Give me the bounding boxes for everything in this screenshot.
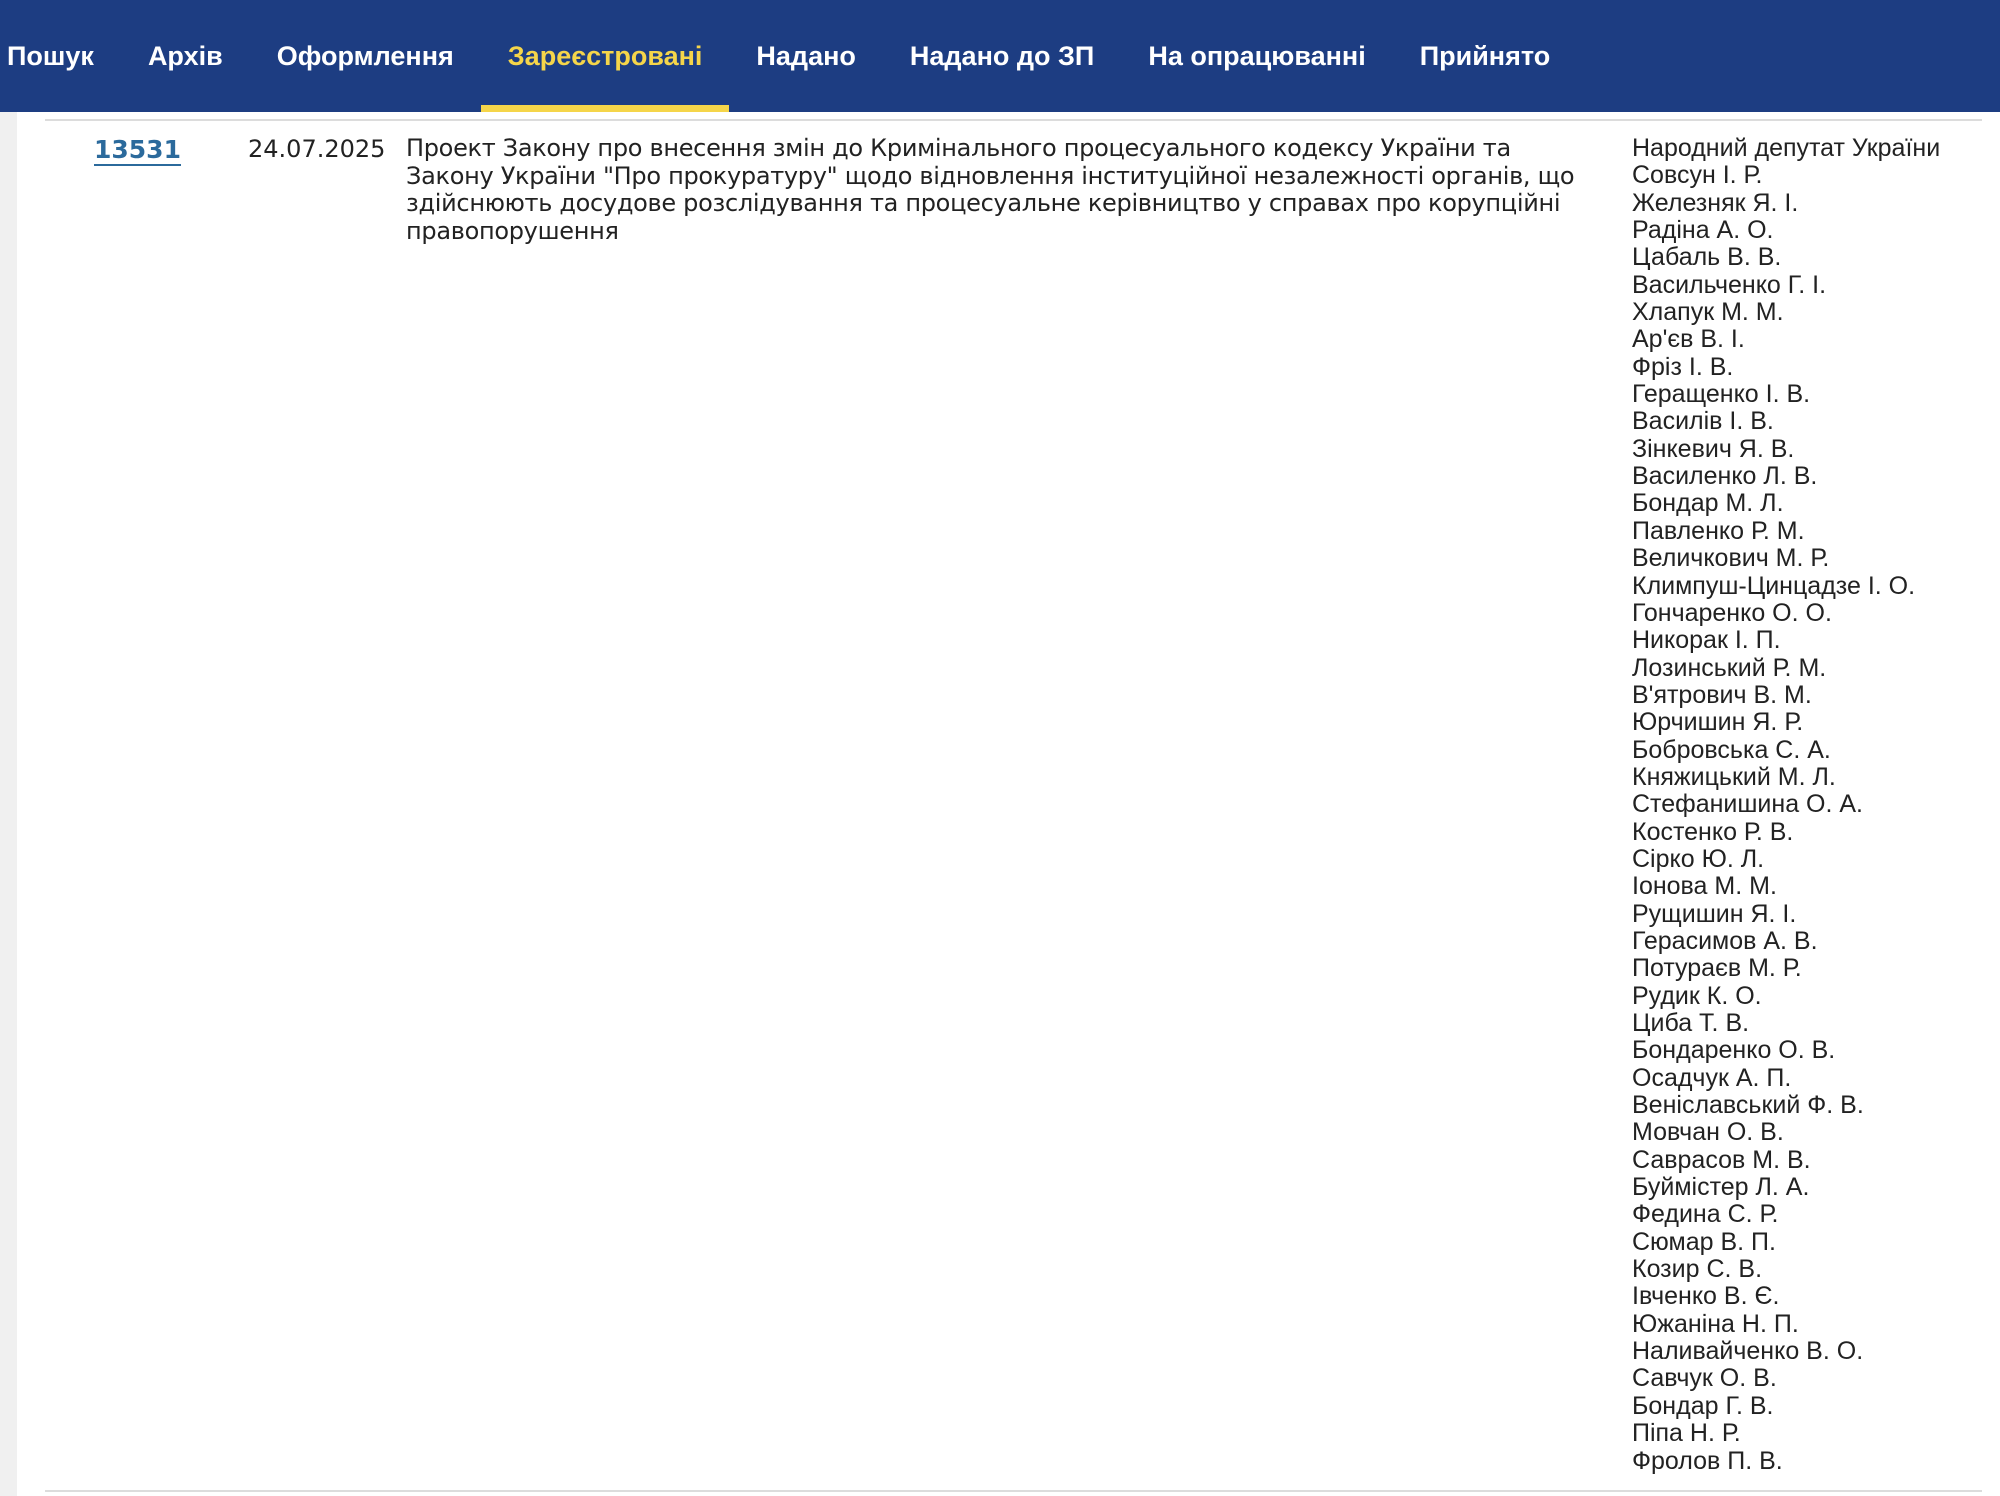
author-name: Радіна А. О. — [1632, 216, 1774, 245]
author-name: Наливайченко В. О. — [1632, 1337, 1864, 1366]
author-name: Циба Т. В. — [1632, 1009, 1750, 1037]
author-name: Цабаль В. В. — [1632, 243, 1782, 272]
tab-search[interactable]: Пошук — [7, 40, 94, 71]
author-name: Хлапук М. М. — [1632, 298, 1784, 327]
bill-number-link[interactable]: 13531 — [94, 135, 181, 164]
author-name: Герасимов А. В. — [1632, 926, 1818, 955]
author-name: Южаніна Н. П. — [1632, 1309, 1799, 1338]
tab-drafting[interactable]: Оформлення — [276, 40, 454, 71]
author-name: Веніславський Ф. В. — [1632, 1091, 1864, 1120]
author-name: Рудик К. О. — [1632, 981, 1762, 1010]
author-name: Костенко Р. В. — [1632, 817, 1794, 846]
bill-registration-date: 24.07.2025 — [248, 135, 386, 163]
tab-registered[interactable]: Зареєстровані — [481, 0, 730, 112]
author-name: Піпа Н. Р. — [1632, 1419, 1741, 1448]
author-name: Фріз І. В. — [1632, 352, 1734, 381]
author-name: Буймістер Л. А. — [1632, 1173, 1810, 1202]
author-name: Іонова М. М. — [1632, 872, 1777, 901]
author-name: Павленко Р. М. — [1632, 516, 1805, 545]
author-name: Геращенко І. В. — [1632, 380, 1811, 409]
author-name: Фролов П. В. — [1632, 1446, 1783, 1475]
bill-title: Проект Закону про внесення змін до Кримінального процесуального кодексу України та Закону України "Про прокуратуру" щодо відновлення інституційної незалежності органів, що здійснюють досудове розслідування та процесуальне керівництво у справах про корупційні правопорушення — [406, 134, 1575, 245]
row-divider — [45, 1490, 1982, 1492]
bills-list — [17, 112, 2000, 1496]
authors-heading: Народний депутат України — [1632, 134, 1941, 162]
author-name: Федина С. Р. — [1632, 1200, 1779, 1229]
author-name: Бобровська С. А. — [1632, 735, 1831, 764]
author-name: Козир С. В. — [1632, 1255, 1763, 1284]
author-name: Потураєв М. Р. — [1632, 954, 1802, 983]
author-name: Сірко Ю. Л. — [1632, 844, 1765, 873]
author-name: Железняк Я. І. — [1632, 188, 1799, 217]
author-name: В'ятрович В. М. — [1632, 680, 1812, 709]
author-name: Васильченко Г. І. — [1632, 270, 1827, 299]
author-name: Княжицький М. Л. — [1632, 762, 1836, 791]
author-name: Зінкевич Я. В. — [1632, 434, 1795, 463]
bill-authors-list — [1632, 135, 1992, 1475]
author-name: Совсун І. Р. — [1632, 161, 1763, 190]
author-name: Сюмар В. П. — [1632, 1227, 1776, 1256]
author-name: Рущишин Я. І. — [1632, 899, 1797, 928]
author-name: Бондар Г. В. — [1632, 1391, 1774, 1420]
author-name: Мовчан О. В. — [1632, 1118, 1784, 1147]
author-name: Івченко В. Є. — [1632, 1282, 1780, 1311]
main-navigation — [0, 0, 2000, 112]
author-name: Никорак І. П. — [1632, 626, 1781, 655]
author-name: Саврасов М. В. — [1632, 1145, 1811, 1174]
author-name: Лозинський Р. М. — [1632, 653, 1827, 682]
author-name: Юрчишин Я. Р. — [1632, 708, 1804, 737]
author-name: Ар'єв В. І. — [1632, 325, 1745, 354]
row-divider — [45, 119, 1982, 121]
tab-submitted[interactable]: Надано — [756, 40, 856, 71]
author-name: Стефанишина О. А. — [1632, 790, 1864, 819]
tab-adopted[interactable]: Прийнято — [1419, 40, 1551, 71]
author-name: Бондаренко О. В. — [1632, 1036, 1836, 1065]
tab-submitted-to-zp[interactable]: Надано до ЗП — [909, 40, 1095, 71]
author-name: Савчук О. В. — [1632, 1364, 1777, 1393]
author-name: Бондар М. Л. — [1632, 489, 1784, 518]
tab-in-processing[interactable]: На опрацюванні — [1148, 40, 1366, 71]
author-name: Климпуш-Цинцадзе І. О. — [1632, 571, 1916, 600]
author-name: Василів І. В. — [1632, 407, 1774, 436]
author-name: Гончаренко О. О. — [1632, 598, 1832, 627]
tab-archive[interactable]: Архів — [147, 40, 223, 71]
author-name: Величкович М. Р. — [1632, 544, 1830, 573]
author-name: Осадчук А. П. — [1632, 1063, 1792, 1092]
author-name: Василенко Л. В. — [1632, 462, 1818, 491]
